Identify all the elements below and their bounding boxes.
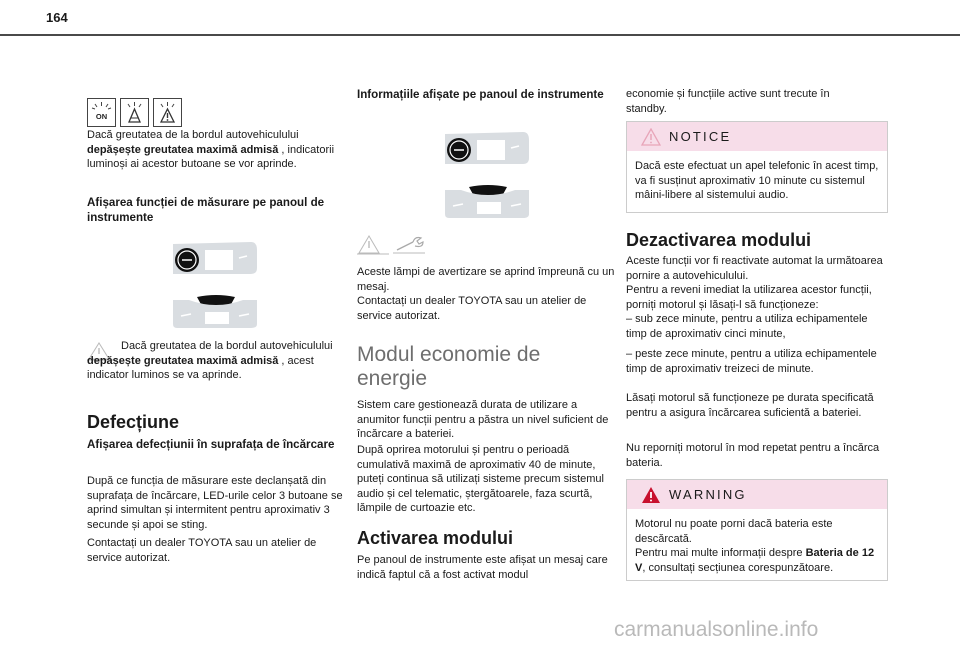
note-bold-text: depășește greutatea maximă admisă xyxy=(87,354,279,367)
deactivation-paragraph-4: Nu reporniți motorul în mod repetat pentru a încărca bateria. xyxy=(626,442,880,469)
deactivation-paragraph-2: Pentru a reveni imediat la utilizarea acestor funcții, porniți motorul și lăsați-l să funcționeze: xyxy=(626,284,872,311)
notice-title: NOTICE xyxy=(669,129,732,144)
notice-box xyxy=(626,121,888,213)
notice-text: Dacă este efectuat un apel telefonic în acest timp, va fi susținut aproximativ 10 minute cu sistemul mâini-libere al sistemului audio. xyxy=(635,160,879,201)
deactivation-heading: Dezactivarea modului xyxy=(626,230,812,250)
warning-lamps-illustration xyxy=(443,130,533,220)
contact-dealer-paragraph: Contactați un dealer TOYOTA sau un atelier de service autorizat. xyxy=(87,537,317,564)
page-number: 164 xyxy=(46,10,68,25)
deactivation-paragraph-3: Lăsați motorul să funcționeze pe durata specificată pentru a asigura încărcarea suficientă a bateriei. xyxy=(626,392,874,419)
activation-heading: Activarea modului xyxy=(357,528,514,548)
warning-box xyxy=(626,479,888,581)
button-icon-row xyxy=(87,98,182,127)
warning-text-2-rest: , consultați secțiunea corespunzătoare. xyxy=(642,561,834,574)
instrument-panel-illustration xyxy=(171,240,261,330)
warning-note-icon xyxy=(357,233,389,255)
defect-paragraph: După ce funcția de măsurare este declanșată din suprafața de încărcare, LED-urile celor 3 butoane se aprind simultan și intermitent pentru aproximativ 3 secunde și apoi se sting. xyxy=(87,475,343,531)
warning-text-2 xyxy=(635,546,879,575)
note-intro-text: Dacă greutatea de la bordul autovehiculului xyxy=(121,340,333,352)
weight-rear-icon xyxy=(120,98,149,127)
notice-triangle-icon xyxy=(641,128,661,146)
weight-bold-text: depășește greutatea maximă admisă xyxy=(87,143,279,156)
eco-detail-paragraph: După oprirea motorului și pentru o perioadă cumulativă maximă de aproximativ 40 de minute, puteți continua să utilizați sisteme precum sistemul audio și cel telematic, ștergătoarele, faza scurtă, lămpile de curtoazie etc. xyxy=(357,444,604,514)
warning-title: WARNING xyxy=(669,487,747,502)
watermark: carmanualsonline.info xyxy=(614,618,819,641)
weight-rest-text: , indicatorii luminoși ai acestor butoane se vor aprinde. xyxy=(87,143,335,170)
warning-header xyxy=(627,480,887,509)
activation-paragraph: Pe panoul de instrumente este afișat un mesaj care indică faptul că a fost activat modul xyxy=(357,554,608,581)
info-display-heading: Informațiile afișate pe panoul de instrumente xyxy=(357,88,604,101)
warning-triangle-icon xyxy=(641,486,661,504)
warning-text-1: Motorul nu poate porni dacă bateria este descărcată. xyxy=(635,518,833,545)
indicator-note-paragraph xyxy=(87,339,343,383)
on-label: ON xyxy=(95,112,108,121)
deactivation-paragraph-1: Aceste funcții vor fi reactivate automat la următoarea pornire a autovehiculului. xyxy=(626,255,883,282)
warning-text xyxy=(627,509,887,575)
deactivation-list-item-1: – sub zece minute, pentru a utiliza echipamentele timp de aproximativ cinci minute, xyxy=(626,313,868,340)
warning-text-2-intro: Pentru mai multe informații despre xyxy=(635,547,806,559)
lamps-paragraph: Aceste lămpi de avertizare se aprind împreună cu un mesaj. xyxy=(357,266,615,293)
weight-intro-text: Dacă greutatea de la bordul autovehiculului xyxy=(87,129,299,141)
battery-link-text: Bateria de 12 V xyxy=(635,547,875,574)
contact-dealer-paragraph-2: Contactați un dealer TOYOTA sau un atelier de service autorizat. xyxy=(357,295,587,322)
top-rule xyxy=(0,34,960,36)
wrench-icon xyxy=(393,234,425,254)
defect-heading: Defecțiune xyxy=(87,412,180,432)
weight-on-icon xyxy=(87,98,116,127)
weight-warning-icon xyxy=(153,98,182,127)
notice-header xyxy=(627,122,887,151)
eco-intro-paragraph: Sistem care gestionează durata de utilizare a anumitor funcții pentru a păstra un nivel suficient de încărcare a bateriei. xyxy=(357,399,609,440)
defect-display-heading: Afișarea defecțiunii în suprafața de încărcare xyxy=(87,438,335,451)
display-function-heading: Afișarea funcției de măsurare pe panoul de instrumente xyxy=(87,196,325,224)
standby-paragraph: economie și funcțiile active sunt trecute în standby. xyxy=(626,88,830,115)
eco-mode-heading: Modul economie de energie xyxy=(357,343,541,390)
note-rest-text: , acest indicator luminos se va aprinde. xyxy=(87,354,314,381)
deactivation-list-item-2: – peste zece minute, pentru a utiliza echipamentele timp de aproximativ treizeci de minute. xyxy=(626,348,877,375)
weight-exceeded-paragraph xyxy=(87,128,343,172)
